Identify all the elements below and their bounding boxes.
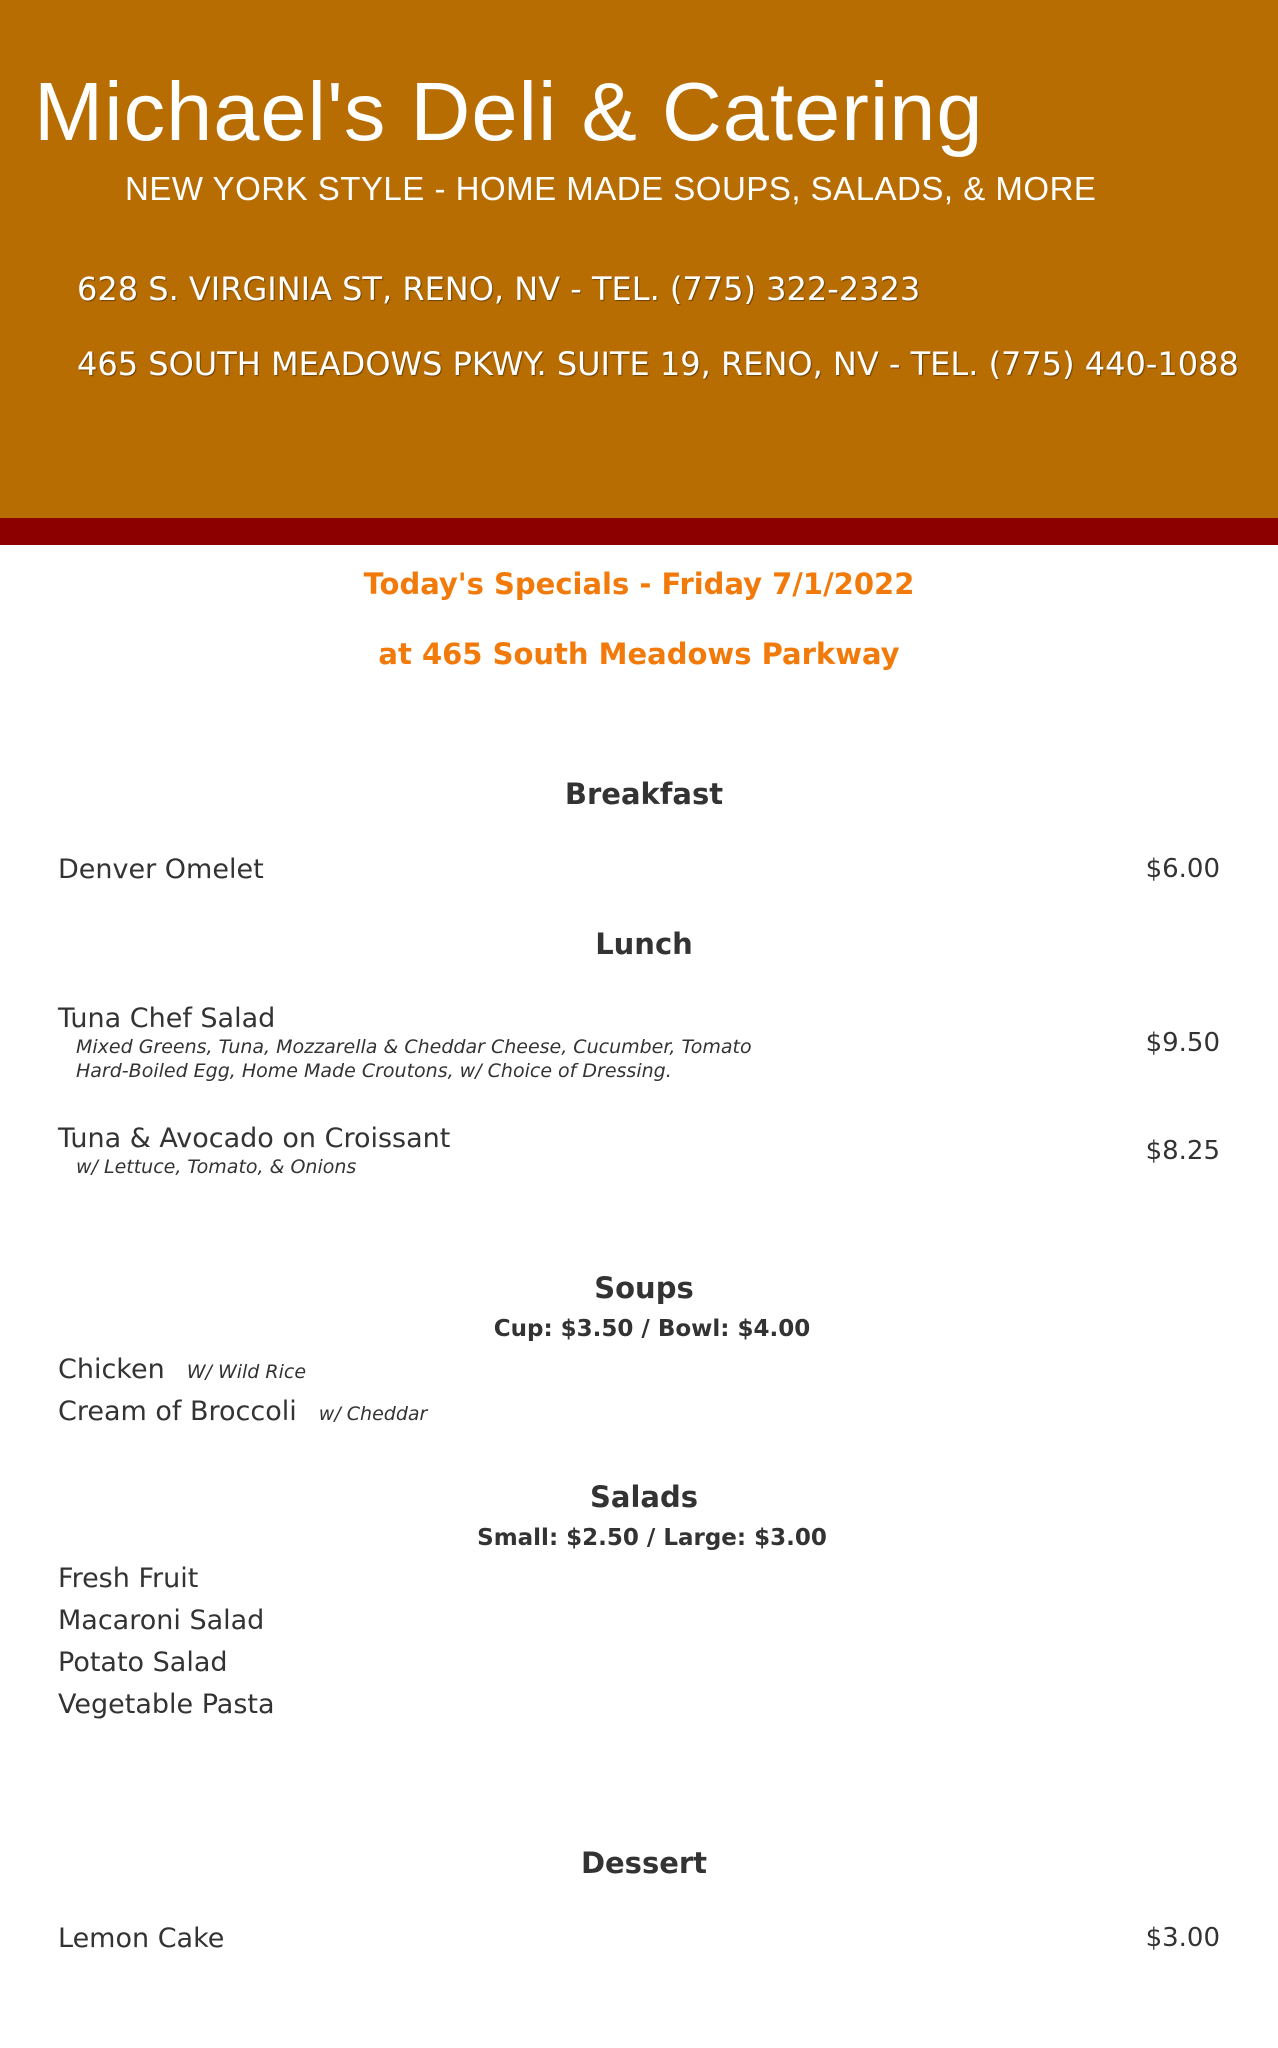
soup-item-name: Cream of Broccoli: [58, 1396, 297, 1427]
address-virginia-st: 628 S. VIRGINIA ST, RENO, NV - TEL. (775) 322-2323: [77, 270, 921, 308]
soup-item-name: Chicken: [58, 1354, 165, 1385]
salads-heading: Salads: [590, 1480, 698, 1514]
lunch-item-desc: Mixed Greens, Tuna, Mozzarella & Cheddar Cheese, Cucumber, Tomato: [76, 1036, 752, 1058]
specials-title: Today's Specials - Friday 7/1/2022: [363, 567, 915, 601]
dessert-heading: Dessert: [580, 1846, 708, 1880]
lunch-item-name: Tuna Chef Salad: [58, 1003, 276, 1034]
specials-location: at 465 South Meadows Parkway: [378, 637, 900, 671]
soup-item-note: w/ Cheddar: [318, 1403, 428, 1425]
salad-item: Macaroni Salad: [58, 1605, 265, 1636]
breakfast-item-price: $6.00: [1145, 854, 1220, 884]
dessert-item-price: $3.00: [1145, 1923, 1220, 1953]
soup-item-note: W/ Wild Rice: [186, 1361, 307, 1383]
header-stripe: [0, 518, 1278, 545]
breakfast-heading: Breakfast: [564, 777, 724, 811]
soup-item: [58, 1356, 306, 1383]
lunch-item-desc: Hard-Boiled Egg, Home Made Croutons, w/ Choice of Dressing.: [76, 1060, 672, 1082]
soups-pricing: Cup: $3.50 / Bowl: $4.00: [493, 1316, 811, 1342]
salads-pricing: Small: $2.50 / Large: $3.00: [477, 1525, 827, 1551]
lunch-item-desc: w/ Lettuce, Tomato, & Onions: [76, 1156, 357, 1178]
address-south-meadows: 465 SOUTH MEADOWS PKWY. SUITE 19, RENO, NV - TEL. (775) 440-1088: [77, 345, 1239, 383]
brand-tagline: NEW YORK STYLE - HOME MADE SOUPS, SALADS, & MORE: [125, 170, 1097, 207]
brand-title: Michael's Deli & Catering: [34, 65, 984, 158]
breakfast-item-name: Denver Omelet: [58, 854, 264, 885]
soup-item: [58, 1398, 427, 1425]
soups-heading: Soups: [594, 1271, 694, 1305]
salad-item: Potato Salad: [58, 1647, 228, 1678]
salad-item: Vegetable Pasta: [58, 1689, 275, 1720]
header-banner: [0, 0, 1278, 518]
salad-item: Fresh Fruit: [58, 1563, 199, 1594]
dessert-item-name: Lemon Cake: [58, 1923, 225, 1954]
lunch-item-price: $8.25: [1145, 1136, 1220, 1166]
lunch-item-name: Tuna & Avocado on Croissant: [58, 1123, 451, 1154]
lunch-heading: Lunch: [595, 927, 693, 961]
lunch-item-price: $9.50: [1145, 1028, 1220, 1058]
